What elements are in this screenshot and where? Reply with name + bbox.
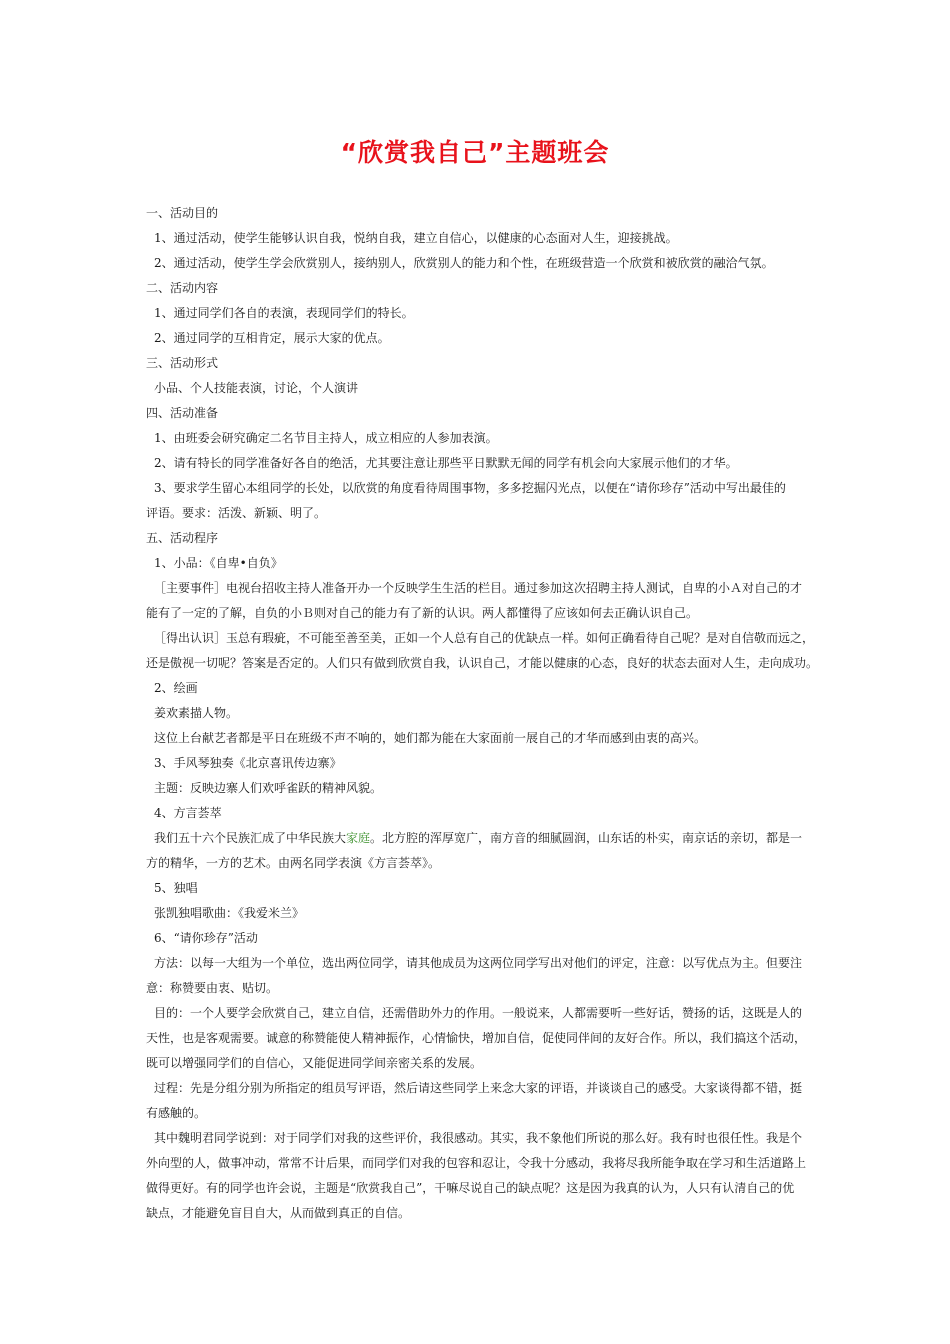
paragraph: 3、要求学生留心本组同学的长处，以欣赏的角度看待周围事物，多多挖掘闪光点，以便在“请你珍存”活动中写出最佳的 — [154, 481, 786, 495]
text-run: 。北方腔的浑厚宽广，南方音的细腻圆润，山东话的朴实，南京话的亲切，都是一 — [370, 831, 803, 845]
paragraph-dialect — [146, 826, 810, 851]
paragraph: 方的精华，一方的艺术。由两名同学表演《方言荟萃》。 — [146, 856, 441, 870]
document-body — [146, 201, 819, 1226]
section-heading: 四、活动准备 — [146, 406, 219, 420]
paragraph: 做得更好。有的同学也许会说，主题是“欣赏我自己”，干嘛尽说自己的缺点呢？这是因为我真的认为，人只有认清自己的优 — [146, 1181, 795, 1195]
paragraph: 这位上台献艺者都是平日在班级不声不响的，她们都为能在大家面前一展自己的才华而感到由衷的高兴。 — [154, 731, 707, 745]
paragraph: 目的：一个人要学会欣赏自己，建立自信，还需借助外力的作用。一般说来，人都需要听一些好话，赞扬的话，这既是人的 — [154, 1006, 803, 1020]
paragraph: 评语。要求：活泼、新颖、明了。 — [146, 506, 327, 520]
paragraph: 1、小品：《自卑•自负》 — [154, 556, 283, 570]
text-run: 我们五十六个民族汇成了中华民族大 — [154, 831, 347, 845]
paragraph: 1、通过同学们各自的表演，表现同学们的特长。 — [154, 306, 414, 320]
paragraph: 有感触的。 — [146, 1106, 207, 1120]
paragraph: 能有了一定的了解，自负的小Ｂ则对自己的能力有了新的认识。两人都懂得了应该如何去正确认识自己。 — [146, 606, 699, 620]
page-title: “欣赏我自己”主题班会 — [340, 138, 610, 167]
section-heading: 三、活动形式 — [146, 356, 219, 370]
highlighted-link[interactable]: 家庭 — [346, 831, 371, 845]
paragraph: 1、通过活动，使学生能够认识自我，悦纳自我，建立自信心，以健康的心态面对人生，迎接挑战。 — [154, 231, 678, 245]
paragraph: 主题：反映边寨人们欢呼雀跃的精神风貌。 — [154, 781, 383, 795]
paragraph: 天性，也是客观需要。诚意的称赞能使人精神振作，心情愉快，增加自信，促使同伴间的友好合作。所以，我们搞这个活动， — [146, 1031, 807, 1045]
paragraph: 外向型的人，做事冲动，常常不计后果，而同学们对我的包容和忍让，令我十分感动，我将尽我所能争取在学习和生活道路上 — [146, 1156, 807, 1170]
paragraph: 意：称赞要由衷、贴切。 — [146, 981, 279, 995]
section-heading: 一、活动目的 — [146, 206, 219, 220]
paragraph: 过程：先是分组分别为所指定的组员写评语，然后请这些同学上来念大家的评语，并谈谈自己的感受。大家谈得都不错，挺 — [154, 1081, 803, 1095]
section-heading: 二、活动内容 — [146, 281, 219, 295]
paragraph: 3、手风琴独奏《北京喜讯传边寨》 — [154, 756, 342, 770]
paragraph: 2、通过活动，使学生学会欣赏别人，接纳别人，欣赏别人的能力和个性，在班级营造一个欣赏和被欣赏的融洽气氛。 — [154, 256, 774, 270]
paragraph: ［主要事件］电视台招收主持人准备开办一个反映学生生活的栏目。通过参加这次招聘主持人测试，自卑的小Ａ对自己的才 — [154, 581, 803, 595]
paragraph: 2、绘画 — [154, 681, 198, 695]
paragraph: 6、“请你珍存”活动 — [154, 931, 258, 945]
paragraph: 4、方言荟萃 — [154, 806, 222, 820]
paragraph: 姜欢素描人物。 — [154, 706, 239, 720]
paragraph: 2、通过同学的互相肯定，展示大家的优点。 — [154, 331, 390, 345]
paragraph: ［得出认识］玉总有瑕疵，不可能至善至美，正如一个人总有自己的优缺点一样。如何正确看待自己呢？是对自信敬而远之， — [154, 631, 815, 645]
paragraph: 5、独唱 — [154, 881, 198, 895]
section-heading: 五、活动程序 — [146, 531, 219, 545]
paragraph: 2、请有特长的同学准备好各自的绝活，尤其要注意让那些平日默默无闻的同学有机会向大家展示他们的才华。 — [154, 456, 738, 470]
paragraph: 1、由班委会研究确定二名节目主持人，成立相应的人参加表演。 — [154, 431, 498, 445]
paragraph: 其中魏明君同学说到：对于同学们对我的这些评价，我很感动。其实，我不象他们所说的那么好。我有时也很任性。我是个 — [154, 1131, 803, 1145]
paragraph: 缺点，才能避免盲目自大，从而做到真正的自信。 — [146, 1206, 411, 1220]
paragraph: 还是傲视一切呢？答案是否定的。人们只有做到欣赏自我，认识自己，才能以健康的心态，良好的状态去面对人生，走向成功。 — [146, 656, 819, 670]
paragraph: 方法：以每一大组为一个单位，选出两位同学，请其他成员为这两位同学写出对他们的评定，注意：以写优点为主。但要注 — [154, 956, 803, 970]
paragraph: 张凯独唱歌曲：《我爱米兰》 — [154, 906, 305, 920]
paragraph: 既可以增强同学们的自信心，又能促进同学间亲密关系的发展。 — [146, 1056, 483, 1070]
paragraph: 小品、个人技能表演，讨论，个人演讲 — [154, 381, 359, 395]
